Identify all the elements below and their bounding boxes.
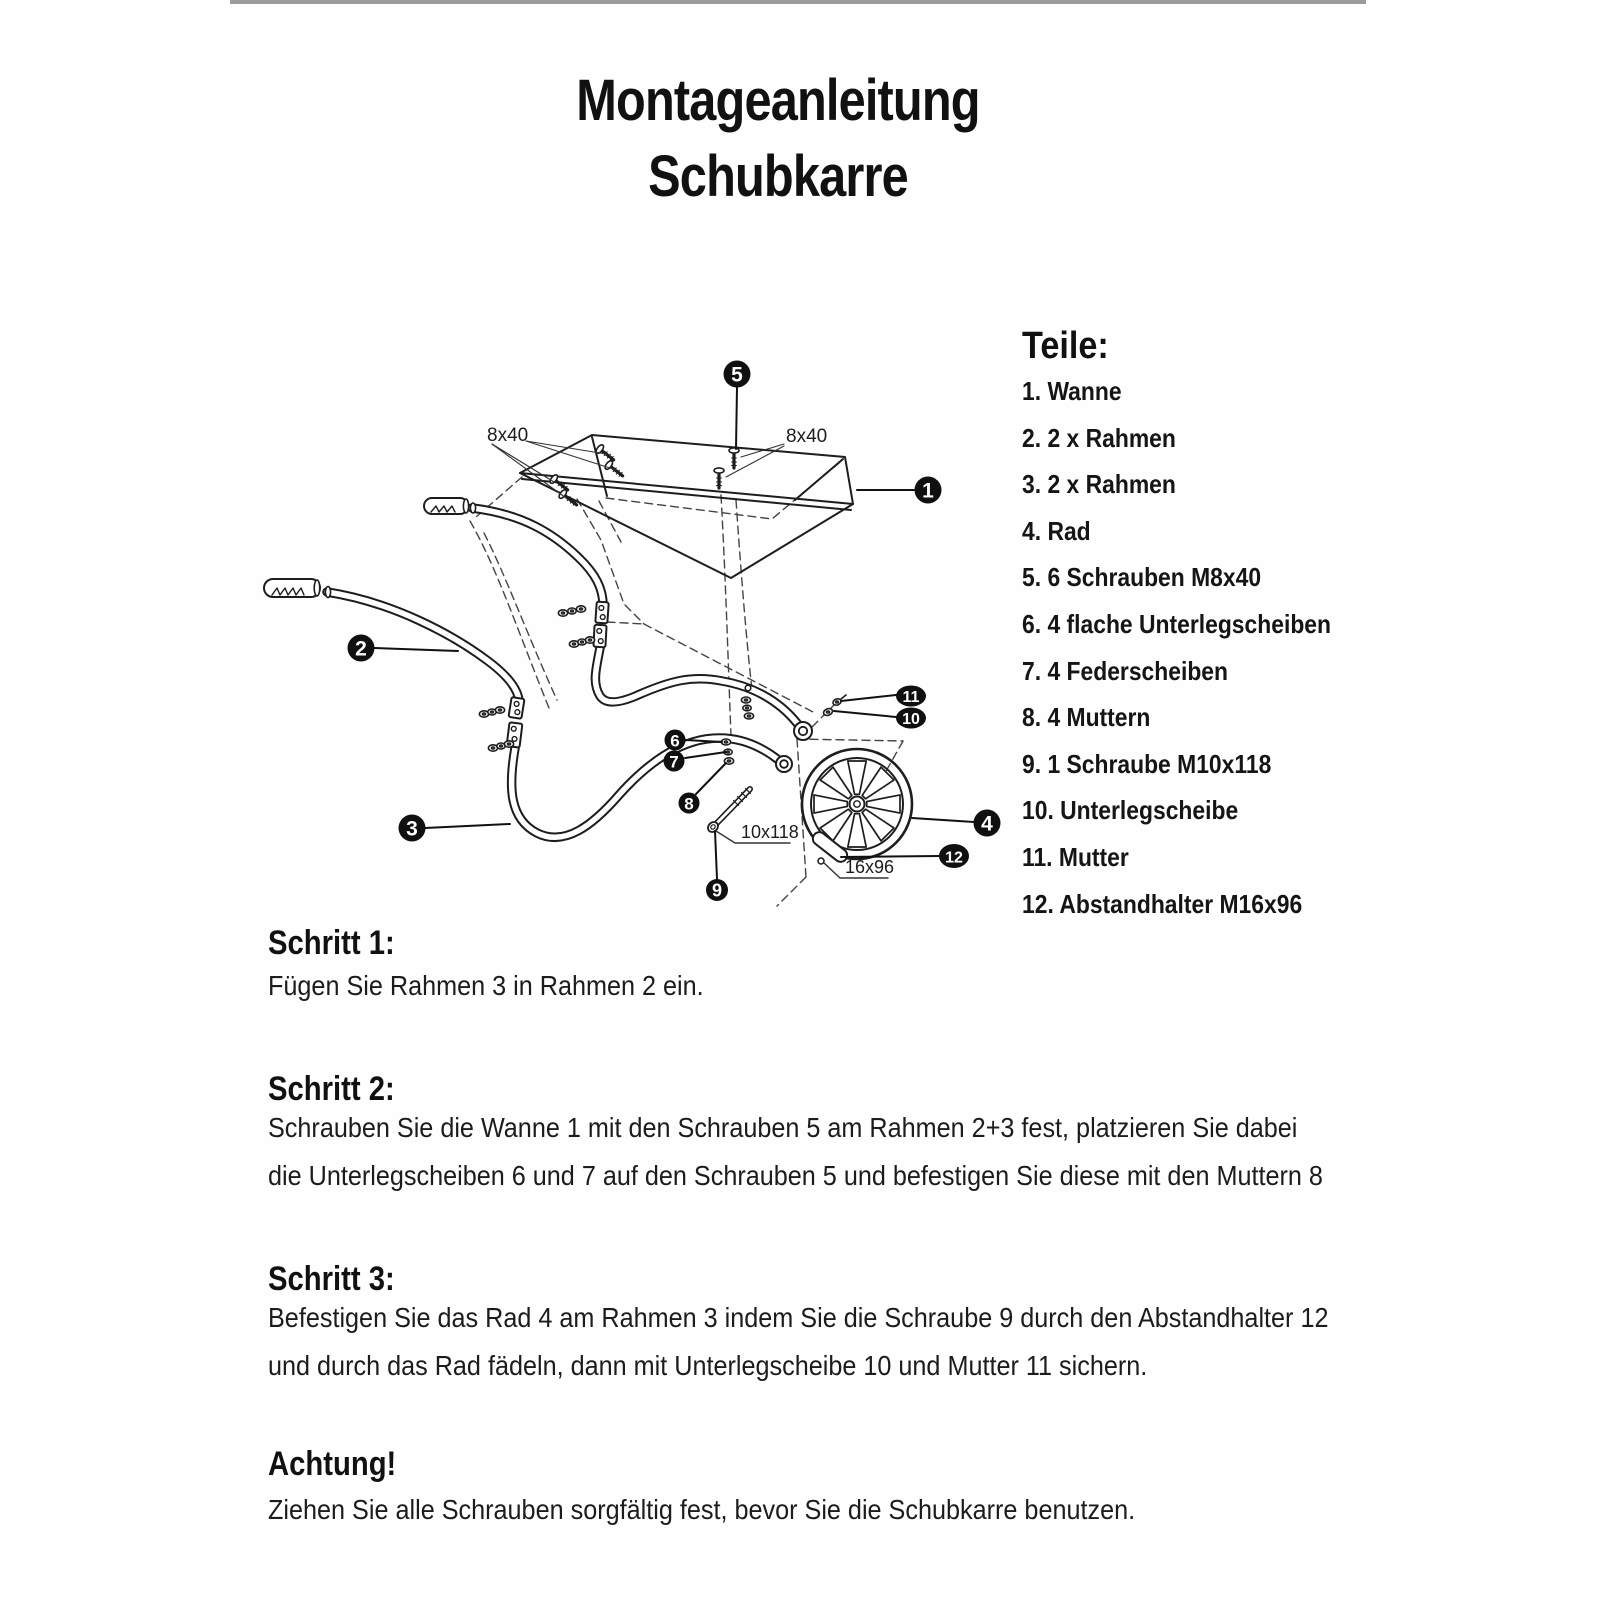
part-item-4: 4. Rad bbox=[1022, 515, 1091, 546]
callout-1 bbox=[915, 477, 942, 504]
part-item-12: 12. Abstandhalter M16x96 bbox=[1022, 888, 1303, 919]
step-1-body bbox=[268, 962, 1388, 1010]
step-1-line-1: Fügen Sie Rahmen 3 in Rahmen 2 ein. bbox=[268, 970, 704, 1001]
label-16x96: 16x96 bbox=[845, 857, 895, 877]
parts-list bbox=[1022, 368, 1442, 927]
callout-10 bbox=[896, 708, 926, 729]
part-item-10: 10. Unterlegscheibe bbox=[1022, 795, 1239, 826]
svg-text:1: 1 bbox=[922, 479, 934, 503]
grip-upper bbox=[424, 498, 476, 514]
callout-5 bbox=[724, 361, 751, 388]
svg-text:11: 11 bbox=[902, 689, 920, 706]
svg-text:10: 10 bbox=[902, 711, 920, 728]
step-3-body bbox=[268, 1294, 1388, 1389]
part-item-2: 2. 2 x Rahmen bbox=[1022, 422, 1176, 453]
handle-grips bbox=[264, 498, 476, 598]
attention-section bbox=[268, 1443, 1388, 1485]
callout-9 bbox=[706, 879, 728, 901]
frame-tube-right-upper bbox=[595, 648, 800, 727]
step-2-heading: Schritt 2: bbox=[268, 1070, 395, 1108]
part-item-6: 6. 4 flache Unterlegscheiben bbox=[1022, 608, 1332, 639]
attention-heading: Achtung! bbox=[268, 1445, 397, 1483]
part-item-7: 7. 4 Federscheiben bbox=[1022, 655, 1229, 686]
svg-text:2: 2 bbox=[355, 637, 367, 661]
step-1-heading: Schritt 1: bbox=[268, 924, 395, 962]
svg-text:5: 5 bbox=[731, 363, 743, 387]
label-10x118: 10x118 bbox=[741, 822, 799, 842]
parts-list-heading: Teile: bbox=[1022, 325, 1109, 367]
part-item-9: 9. 1 Schraube M10x118 bbox=[1022, 748, 1272, 779]
axle-mount-eyes bbox=[776, 722, 812, 772]
svg-text:8: 8 bbox=[684, 794, 694, 814]
callout-12 bbox=[939, 844, 969, 868]
part-item-5: 5. 6 Schrauben M8x40 bbox=[1022, 562, 1262, 593]
stack-2 bbox=[569, 637, 594, 647]
step-3-line-2: und durch das Rad fädeln, dann mit Unterlegscheibe 10 und Mutter 11 sichern. bbox=[268, 1349, 1148, 1381]
step-3-heading: Schritt 3: bbox=[268, 1260, 395, 1298]
step-2-line-2: die Unterlegscheiben 6 und 7 auf den Schrauben 5 und befestigen Sie diese mit den Muttern 8 bbox=[268, 1159, 1323, 1191]
callout-2 bbox=[348, 635, 375, 662]
label-8x40-left: 8x40 bbox=[487, 425, 529, 446]
callout-4 bbox=[974, 810, 1001, 837]
grip-lower bbox=[264, 579, 331, 598]
callout-7 bbox=[664, 751, 685, 772]
stack-1 bbox=[558, 606, 585, 616]
svg-text:4: 4 bbox=[981, 812, 993, 836]
attention-line-1: Ziehen Sie alle Schrauben sorgfältig fest, bevor Sie die Schubkarre benutzen. bbox=[268, 1494, 1136, 1525]
svg-text:3: 3 bbox=[406, 817, 418, 841]
parts-list-section bbox=[1022, 324, 1442, 927]
wheelbarrow-tub bbox=[520, 435, 853, 578]
scan-artifact-line bbox=[230, 0, 1366, 4]
step-2-body bbox=[268, 1104, 1388, 1199]
label-8x40-right: 8x40 bbox=[786, 426, 828, 447]
callout-11 bbox=[896, 686, 926, 707]
part-item-3: 3. 2 x Rahmen bbox=[1022, 469, 1176, 500]
svg-text:7: 7 bbox=[669, 752, 679, 772]
part-item-11: 11. Mutter bbox=[1022, 841, 1129, 872]
assembly-diagram bbox=[240, 330, 1010, 910]
page-title: Montageanleitung bbox=[576, 68, 980, 133]
stack-3 bbox=[479, 707, 504, 717]
step-1-section bbox=[268, 922, 1388, 964]
frame-handle-upper bbox=[472, 508, 603, 605]
frame-tubes bbox=[327, 508, 800, 837]
svg-text:9: 9 bbox=[711, 880, 723, 901]
callout-3 bbox=[399, 815, 426, 842]
document-header bbox=[0, 66, 1556, 212]
svg-text:12: 12 bbox=[945, 849, 963, 867]
callout-8 bbox=[679, 793, 700, 814]
step-2-line-1: Schrauben Sie die Wanne 1 mit den Schrauben 5 am Rahmen 2+3 fest, platzieren Sie dabei bbox=[268, 1112, 1298, 1143]
step-3-line-1: Befestigen Sie das Rad 4 am Rahmen 3 indem Sie die Schraube 9 durch den Abstandhalter 12 bbox=[268, 1302, 1329, 1333]
page-subtitle: Schubkarre bbox=[648, 144, 908, 209]
part-item-1: 1. Wanne bbox=[1022, 376, 1122, 406]
axle-washer10-nut11 bbox=[823, 695, 846, 717]
callout-6 bbox=[665, 730, 686, 751]
attention-body bbox=[268, 1486, 1388, 1534]
stack-4 bbox=[488, 741, 513, 751]
part-item-8: 8. 4 Muttern bbox=[1022, 702, 1151, 733]
svg-text:6: 6 bbox=[670, 731, 680, 751]
